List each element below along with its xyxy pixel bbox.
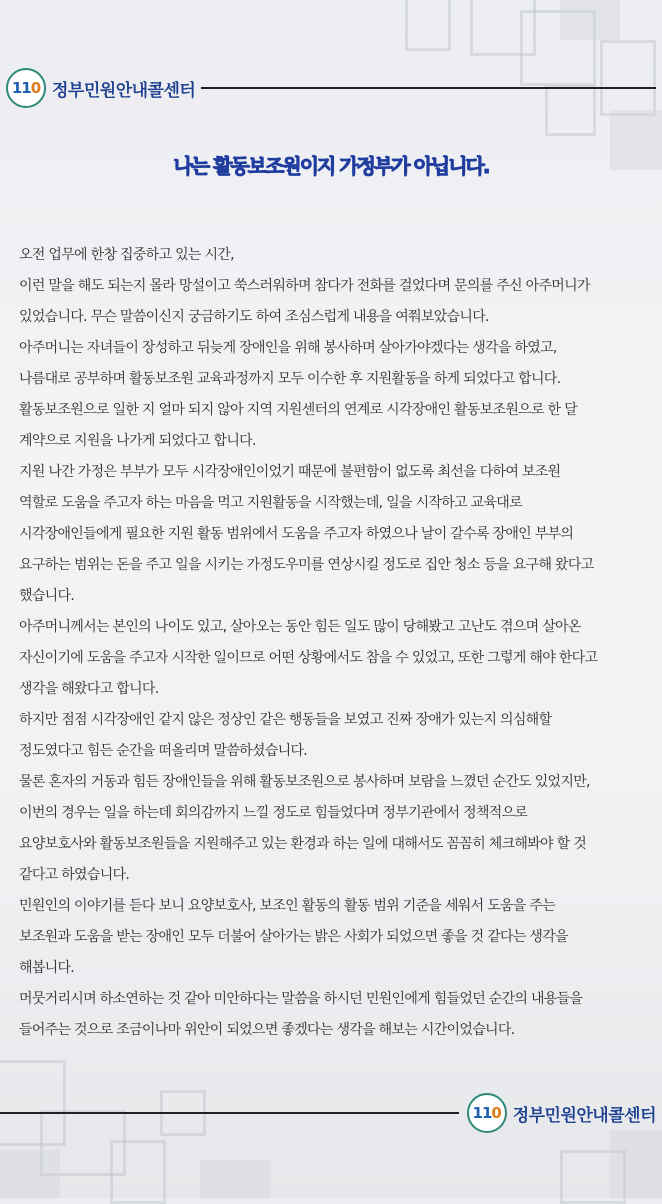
body-line: 역할로 도움을 주고자 하는 마음을 먹고 지원활동을 시작했는데, 일을 시작하고 교육대로 <box>19 495 522 511</box>
article-body <box>19 240 659 1046</box>
body-line: 아주머니는 자녀들이 장성하고 뒤늦게 장애인을 위해 봉사하며 살아가야겠다는 생각을 하였고, <box>19 340 557 356</box>
body-line: 오전 업무에 한창 집중하고 있는 시간, <box>19 247 234 263</box>
body-line: 들어주는 것으로 조금이나마 위안이 되었으면 좋겠다는 생각을 해보는 시간이었습니다. <box>19 1022 515 1038</box>
body-line: 하지만 점점 시각장애인 같지 않은 정상인 같은 행동들을 보였고 진짜 장애가 있는지 의심해할 <box>19 712 552 728</box>
body-line: 민원인의 이야기를 듣다 보니 요양보호사, 보조인 활동의 활동 범위 기준을 세워서 도움을 주는 <box>19 898 556 914</box>
logo-110-icon: 1 1 0 <box>6 68 46 108</box>
body-line: 계약으로 지원을 나가게 되었다고 합니다. <box>19 433 256 449</box>
footer-divider <box>0 1112 459 1114</box>
body-line: 활동보조원으로 일한 지 얼마 되지 않아 지역 지원센터의 연계로 시각장애인 활동보조원으로 한 달 <box>19 402 577 418</box>
body-line: 나름대로 공부하며 활동보조원 교육과정까지 모두 이수한 후 지원활동을 하게 되었다고 합니다. <box>19 371 561 387</box>
page-title: 나는 활동보조원이지 가정부가 아닙니다. <box>173 154 489 178</box>
body-line: 지원 나간 가정은 부부가 모두 시각장애인이었기 때문에 불편함이 없도록 최선을 다하여 보조원 <box>19 464 561 480</box>
body-line: 이런 말을 해도 되는지 몰라 망설이고 쑥스러워하며 참다가 전화를 걸었다며 문의를 주신 아주머니가 <box>19 278 590 294</box>
header-divider <box>201 87 656 89</box>
body-line: 해봅니다. <box>19 960 75 976</box>
header-brand <box>6 65 656 111</box>
footer-brand <box>0 1090 656 1136</box>
body-line: 있었습니다. 무슨 말씀이신지 궁금하기도 하여 조심스럽게 내용을 여쭤보았습니다. <box>19 309 489 325</box>
brand-name: 정부민원안내콜센터 <box>512 1105 656 1126</box>
body-line: 이번의 경우는 일을 하는데 회의감까지 느낄 정도로 힘들었다며 정부기관에서 정책적으로 <box>19 805 528 821</box>
body-line: 정도였다고 힘든 순간을 떠올리며 말씀하셨습니다. <box>19 743 308 759</box>
body-line: 보조원과 도움을 받는 장애인 모두 더불어 살아가는 밝은 사회가 되었으면 좋을 것 같다는 생각을 <box>19 929 568 945</box>
body-line: 물론 혼자의 거동과 힘든 장애인들을 위해 활동보조원으로 봉사하며 보람을 느꼈던 순간도 있었지만, <box>19 774 590 790</box>
brand-name: 정부민원안내콜센터 <box>52 80 196 101</box>
body-line: 요양보호사와 활동보조원들을 지원해주고 있는 환경과 하는 일에 대해서도 꼼꼼히 체크해봐야 할 것 <box>19 836 587 852</box>
body-line: 요구하는 범위는 돈을 주고 일을 시키는 가정도우미를 연상시킬 정도로 집안 청소 등을 요구해 왔다고 <box>19 557 594 573</box>
body-line: 아주머니께서는 본인의 나이도 있고, 살아오는 동안 힘든 일도 많이 당해봤고 고난도 겪으며 살아온 <box>19 619 581 635</box>
body-line: 같다고 하였습니다. <box>19 867 130 883</box>
logo-110-icon: 1 1 0 <box>467 1093 507 1133</box>
body-line: 시각장애인들에게 필요한 지원 활동 범위에서 도움을 주고자 하였으나 날이 갈수록 장애인 부부의 <box>19 526 574 542</box>
body-line: 자신이기에 도움을 주고자 시작한 일이므로 어떤 상황에서도 참을 수 있었고, 또한 그렇게 해야 한다고 <box>19 650 598 666</box>
body-line: 했습니다. <box>19 588 75 604</box>
body-line: 생각을 해왔다고 합니다. <box>19 681 159 697</box>
body-line: 머뭇거리시며 하소연하는 것 같아 미안하다는 말씀을 하시던 민원인에게 힘들었던 순간의 내용들을 <box>19 991 583 1007</box>
